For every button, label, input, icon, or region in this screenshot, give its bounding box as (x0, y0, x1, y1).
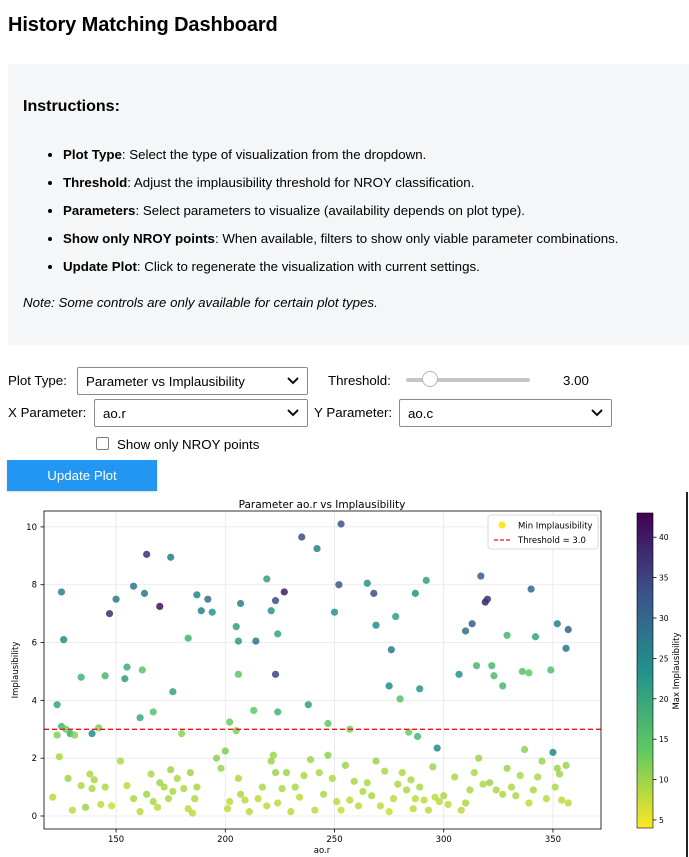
data-point (198, 607, 205, 614)
data-point (473, 662, 480, 669)
data-point (246, 808, 253, 815)
data-point (490, 672, 497, 679)
data-point (525, 669, 532, 676)
data-point (161, 783, 168, 790)
data-point (512, 792, 519, 799)
data-point (86, 770, 93, 777)
data-point (270, 752, 277, 759)
data-point (538, 757, 545, 764)
data-point (333, 798, 340, 805)
x-parameter-value: ao.r (103, 405, 126, 421)
data-point (455, 671, 462, 678)
data-point (292, 783, 299, 790)
data-point (91, 776, 98, 783)
data-point (222, 747, 229, 754)
data-point (130, 795, 137, 802)
plot-type-value: Parameter vs Implausibility (86, 373, 245, 389)
data-point (530, 786, 537, 793)
data-point (180, 785, 187, 792)
data-point (217, 765, 224, 772)
data-point (486, 779, 493, 786)
data-point (434, 744, 441, 751)
x-axis-label: ao.r (313, 846, 331, 856)
y-parameter-value: ao.c (408, 405, 434, 421)
data-point (386, 682, 393, 689)
data-point (281, 588, 288, 595)
data-point (147, 770, 154, 777)
data-point (139, 666, 146, 673)
update-plot-button[interactable]: Update Plot (7, 460, 157, 491)
data-point (108, 802, 115, 809)
data-point (259, 783, 266, 790)
data-point (558, 796, 565, 803)
page-title: History Matching Dashboard (8, 14, 278, 36)
data-point (416, 783, 423, 790)
data-point (508, 783, 515, 790)
data-point (137, 808, 144, 815)
data-point (556, 770, 563, 777)
x-parameter-label: X Parameter: (8, 405, 87, 420)
y-parameter-label: Y Parameter: (314, 405, 393, 420)
colorbar-ticks (653, 533, 669, 825)
data-point (355, 802, 362, 809)
data-point (547, 666, 554, 673)
data-point (150, 708, 157, 715)
data-point (235, 671, 242, 678)
data-point (117, 757, 124, 764)
data-point (311, 807, 318, 814)
data-point (370, 590, 377, 597)
data-point (425, 807, 432, 814)
data-point (565, 626, 572, 633)
data-point (102, 672, 109, 679)
data-point (420, 796, 427, 803)
data-point (407, 776, 414, 783)
colorbar-label: Max Implausibility (672, 632, 682, 710)
data-point (150, 798, 157, 805)
colorbar-tick-label: 10 (659, 775, 669, 785)
data-point (368, 792, 375, 799)
data-point (534, 773, 541, 780)
data-point (241, 796, 248, 803)
data-point (178, 730, 185, 737)
data-point (233, 623, 240, 630)
threshold-slider-handle[interactable] (422, 371, 438, 387)
data-point (549, 749, 556, 756)
data-point (143, 551, 150, 558)
data-point (377, 802, 384, 809)
scatter-chart (0, 491, 689, 857)
data-point (233, 727, 240, 734)
instructions-list (23, 141, 618, 281)
y-tick-label: 8 (31, 580, 37, 591)
data-point (390, 795, 397, 802)
data-point (313, 545, 320, 552)
data-point (252, 637, 259, 644)
data-point (372, 622, 379, 629)
data-point (278, 785, 285, 792)
data-point (466, 786, 473, 793)
data-point (49, 794, 56, 801)
data-point (58, 588, 65, 595)
data-point (517, 772, 524, 779)
data-point (224, 805, 231, 812)
data-point (254, 795, 261, 802)
data-point (60, 636, 67, 643)
x-tick-label: 250 (326, 835, 343, 845)
instruction-item: • Show only NROY points: When available, filters to show only viable parameter combinations. (63, 225, 618, 253)
y-tick-label: 0 (31, 811, 37, 822)
data-point (346, 796, 353, 803)
data-point (268, 607, 275, 614)
data-point (169, 788, 176, 795)
data-point (562, 762, 569, 769)
data-point (167, 554, 174, 561)
data-points (49, 520, 572, 816)
data-point (193, 783, 200, 790)
data-point (499, 791, 506, 798)
x-tick-label: 200 (217, 835, 234, 845)
y-parameter-select[interactable] (399, 399, 612, 427)
colorbar-tick-label: 15 (659, 735, 669, 745)
colorbar-tick-label: 5 (659, 815, 664, 825)
data-point (469, 620, 476, 627)
data-point (97, 801, 104, 808)
data-point (78, 674, 85, 681)
colorbar-tick-label: 25 (659, 654, 669, 664)
data-point (410, 805, 417, 812)
data-point (204, 596, 211, 603)
data-point (381, 768, 388, 775)
data-point (287, 808, 294, 815)
data-point (331, 609, 338, 616)
data-point (187, 769, 194, 776)
data-point (272, 769, 279, 776)
y-tick-label: 6 (31, 638, 37, 649)
data-point (193, 591, 200, 598)
data-point (296, 794, 303, 801)
data-point (300, 772, 307, 779)
chart-legend (488, 515, 598, 549)
data-point (342, 762, 349, 769)
nroy-checkbox[interactable] (96, 437, 109, 450)
data-point (388, 646, 395, 653)
data-point (528, 585, 535, 592)
data-point (440, 792, 447, 799)
data-point (429, 763, 436, 770)
x-parameter-select[interactable] (94, 399, 308, 427)
data-point (237, 600, 244, 607)
colorbar-tick-label: 20 (659, 694, 669, 704)
instructions-note: Note: Some controls are only available for certain plot types. (23, 295, 378, 310)
data-point (479, 781, 486, 788)
data-point (307, 756, 314, 763)
data-point (386, 808, 393, 815)
data-point (165, 795, 172, 802)
data-point (274, 630, 281, 637)
data-point (484, 596, 491, 603)
data-point (403, 786, 410, 793)
x-tick-label: 300 (435, 835, 452, 845)
data-point (191, 795, 198, 802)
data-point (189, 810, 196, 817)
data-point (185, 635, 192, 642)
y-tick-label: 4 (31, 696, 37, 707)
data-point (552, 783, 559, 790)
data-point (106, 610, 113, 617)
data-point (235, 775, 242, 782)
chevron-down-icon (287, 409, 299, 417)
data-point (399, 769, 406, 776)
data-point (359, 788, 366, 795)
data-point (88, 730, 95, 737)
data-point (554, 620, 561, 627)
data-point (320, 791, 327, 798)
legend-marker-min (499, 522, 506, 529)
data-point (351, 778, 358, 785)
data-point (250, 707, 257, 714)
data-point (412, 590, 419, 597)
x-tick-label: 150 (107, 835, 125, 845)
data-point (462, 799, 469, 806)
data-point (414, 733, 421, 740)
y-axis-label: Implausibility (11, 641, 21, 699)
data-point (156, 603, 163, 610)
data-point (471, 769, 478, 776)
data-point (272, 671, 279, 678)
data-point (143, 791, 150, 798)
chevron-down-icon (287, 377, 299, 385)
data-point (412, 795, 419, 802)
data-point (64, 775, 71, 782)
data-point (543, 795, 550, 802)
data-point (209, 609, 216, 616)
data-point (235, 637, 242, 644)
axis-ticks (26, 523, 561, 845)
data-point (372, 757, 379, 764)
data-point (274, 799, 281, 806)
data-point (329, 775, 336, 782)
data-point (475, 755, 482, 762)
data-point (82, 804, 89, 811)
data-point (102, 783, 109, 790)
data-point (562, 645, 569, 652)
data-point (272, 597, 279, 604)
data-point (54, 731, 61, 738)
data-point (532, 633, 539, 640)
plot-type-select[interactable] (77, 367, 308, 395)
data-point (283, 769, 290, 776)
data-point (364, 580, 371, 587)
data-point (123, 782, 130, 789)
data-point (337, 807, 344, 814)
data-point (121, 675, 128, 682)
data-point (451, 773, 458, 780)
data-point (462, 627, 469, 634)
data-point (112, 596, 119, 603)
data-point (565, 799, 572, 806)
data-point (123, 664, 130, 671)
data-point (69, 807, 76, 814)
data-point (130, 583, 137, 590)
data-point (499, 682, 506, 689)
data-point (521, 746, 528, 753)
data-point (141, 590, 148, 597)
data-point (488, 662, 495, 669)
data-point (335, 581, 342, 588)
y-tick-label: 10 (26, 522, 37, 533)
colorbar (637, 513, 653, 828)
chart-title: Parameter ao.r vs Implausibility (238, 499, 406, 511)
data-point (458, 807, 465, 814)
instruction-item: • Threshold: Adjust the implausibility threshold for NROY classification. (63, 169, 618, 197)
data-point (493, 786, 500, 793)
data-point (78, 782, 85, 789)
data-point (316, 769, 323, 776)
data-point (213, 755, 220, 762)
instructions-heading: Instructions: (23, 98, 120, 115)
data-point (396, 695, 403, 702)
data-point (167, 766, 174, 773)
data-point (436, 798, 443, 805)
data-point (174, 775, 181, 782)
data-point (519, 668, 526, 675)
colorbar-tick-label: 40 (659, 533, 669, 543)
data-point (337, 520, 344, 527)
data-point (237, 791, 244, 798)
data-point (394, 781, 401, 788)
x-tick-label: 350 (544, 835, 562, 845)
colorbar-tick-label: 35 (659, 573, 669, 583)
data-point (324, 752, 331, 759)
colorbar-tick-label: 30 (659, 614, 669, 623)
nroy-checkbox-label[interactable]: Show only NROY points (117, 437, 260, 452)
data-point (392, 613, 399, 620)
data-point (477, 572, 484, 579)
data-point (88, 785, 95, 792)
instruction-item: • Parameters: Select parameters to visualize (availability depends on plot type). (63, 197, 618, 225)
instructions-panel (8, 64, 689, 345)
data-point (503, 765, 510, 772)
threshold-value: 3.00 (563, 373, 589, 388)
data-point (95, 724, 102, 731)
data-point (503, 632, 510, 639)
data-point (263, 575, 270, 582)
data-point (298, 533, 305, 540)
instruction-item: • Plot Type: Select the type of visualization from the dropdown. (63, 141, 618, 169)
data-point (423, 577, 430, 584)
instruction-item: • Update Plot: Click to regenerate the visualization with current settings. (63, 253, 618, 281)
threshold-label: Threshold: (328, 373, 391, 388)
legend-threshold: Threshold = 3.0 (518, 536, 586, 546)
y-tick-label: 2 (31, 754, 37, 765)
data-point (71, 731, 78, 738)
data-point (305, 701, 312, 708)
data-point (169, 688, 176, 695)
data-point (226, 718, 233, 725)
data-point (54, 701, 61, 708)
data-point (444, 801, 451, 808)
data-point (416, 685, 423, 692)
plot-type-label: Plot Type: (8, 373, 67, 388)
data-point (364, 779, 371, 786)
data-point (324, 720, 331, 727)
legend-min-implausibility: Min Implausibility (518, 521, 593, 532)
data-point (226, 798, 233, 805)
data-point (525, 799, 532, 806)
data-point (263, 802, 270, 809)
data-point (137, 714, 144, 721)
data-point (56, 753, 63, 760)
data-point (274, 708, 281, 715)
data-point (154, 804, 161, 811)
chevron-down-icon (591, 409, 603, 417)
